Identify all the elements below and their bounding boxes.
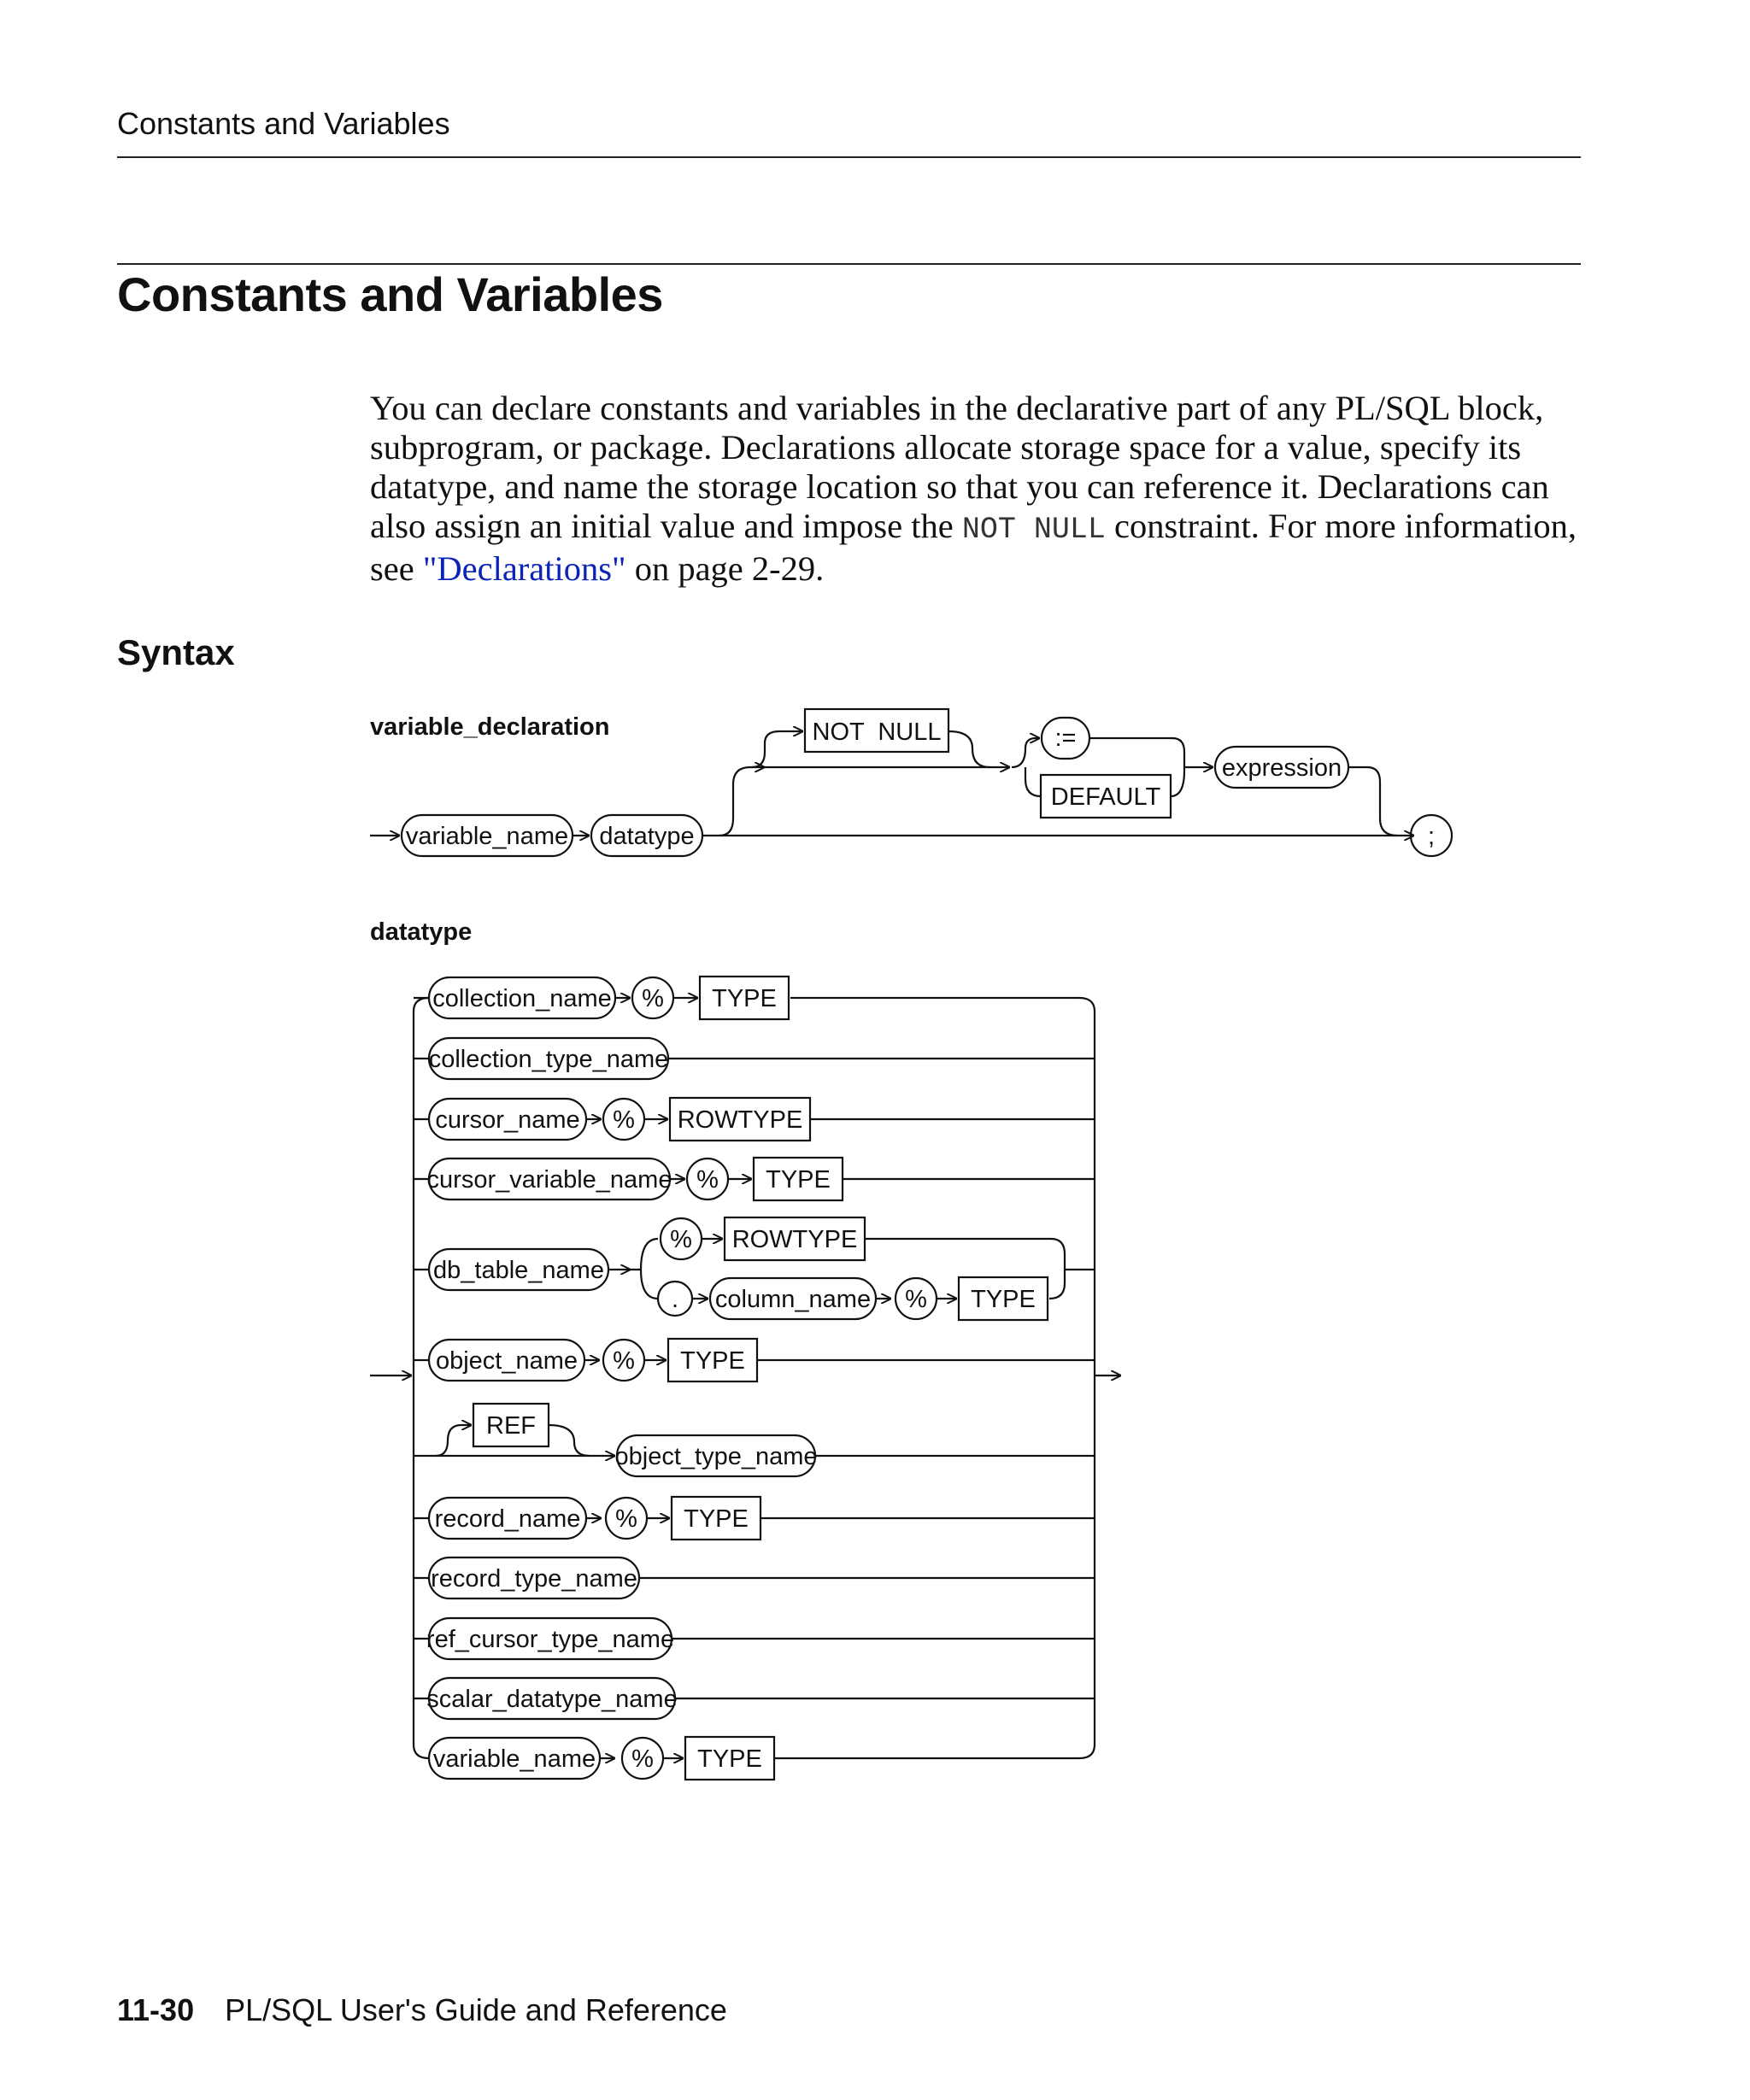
scalar-datatype-name-text: scalar_datatype_name <box>426 1686 678 1713</box>
rowtype-text: ROWTYPE <box>677 1106 803 1134</box>
datatype-diagram <box>370 977 1121 1780</box>
ref-text: REF <box>486 1412 536 1440</box>
section-title: Constants and Variables <box>117 267 663 321</box>
object-type-name-text: object_type_name <box>614 1443 818 1470</box>
page-number: 11-30 <box>117 1992 195 2027</box>
collection-type-name-text: collection_type_name <box>428 1046 669 1073</box>
column-name-text: column_name <box>714 1286 872 1313</box>
variable-declaration-label: variable_declaration <box>370 713 610 741</box>
percent-text: % <box>631 1745 654 1773</box>
assign-operator-text: := <box>1054 724 1077 752</box>
object-name-text: object_name <box>435 1347 578 1375</box>
paragraph-text-1: You can declare constants and variables in the declarative part of any PL/SQL block, subprogram, or package. Declarations allocate storage space for a value, specify its datatype, and name the storage location so that you can reference it. Declarations can also assign an initial value and impose the <box>370 389 1549 545</box>
declarations-link[interactable]: "Declarations" <box>422 549 626 588</box>
paragraph-text-2: constraint. For more information, see <box>370 507 1577 588</box>
record-name-text: record_name <box>434 1505 581 1533</box>
percent-text: % <box>696 1166 719 1194</box>
percent-text: % <box>670 1226 692 1253</box>
not-null-text: NOT NULL <box>812 719 942 746</box>
variable-name-text: variable_name <box>405 823 569 850</box>
not-null-code: NOT NULL <box>961 513 1106 547</box>
syntax-heading: Syntax <box>117 632 235 672</box>
record-type-name-text: record_type_name <box>431 1565 637 1593</box>
page-footer <box>117 1992 727 2028</box>
cursor-name-text: cursor_name <box>435 1106 580 1134</box>
percent-text: % <box>613 1347 635 1375</box>
type-text: TYPE <box>680 1347 745 1375</box>
type-text: TYPE <box>697 1745 762 1773</box>
rowtype-text: ROWTYPE <box>731 1226 858 1253</box>
percent-text: % <box>905 1286 927 1313</box>
type-text: TYPE <box>684 1505 749 1533</box>
percent-text: % <box>613 1106 635 1134</box>
paragraph-text-3: on page 2-29. <box>625 549 825 588</box>
cursor-variable-name-text: cursor_variable_name <box>426 1166 672 1194</box>
variable-name-text: variable_name <box>432 1745 596 1773</box>
semicolon-text: ; <box>1427 823 1436 850</box>
percent-text: % <box>615 1505 637 1533</box>
db-table-name-text: db_table_name <box>433 1257 604 1284</box>
percent-text: % <box>642 985 664 1012</box>
type-text: TYPE <box>712 985 777 1012</box>
ref-cursor-type-name-text: ref_cursor_type_name <box>426 1626 675 1653</box>
running-header: Constants and Variables <box>117 106 450 141</box>
datatype-text: datatype <box>599 823 695 850</box>
type-text: TYPE <box>766 1166 831 1194</box>
type-text: TYPE <box>971 1286 1036 1313</box>
datatype-label: datatype <box>370 918 473 946</box>
collection-name-text: collection_name <box>432 985 612 1012</box>
default-text: DEFAULT <box>1050 783 1161 811</box>
expression-text: expression <box>1221 754 1342 782</box>
book-title: PL/SQL User's Guide and Reference <box>225 1992 727 2027</box>
dot-text: . <box>671 1286 679 1313</box>
